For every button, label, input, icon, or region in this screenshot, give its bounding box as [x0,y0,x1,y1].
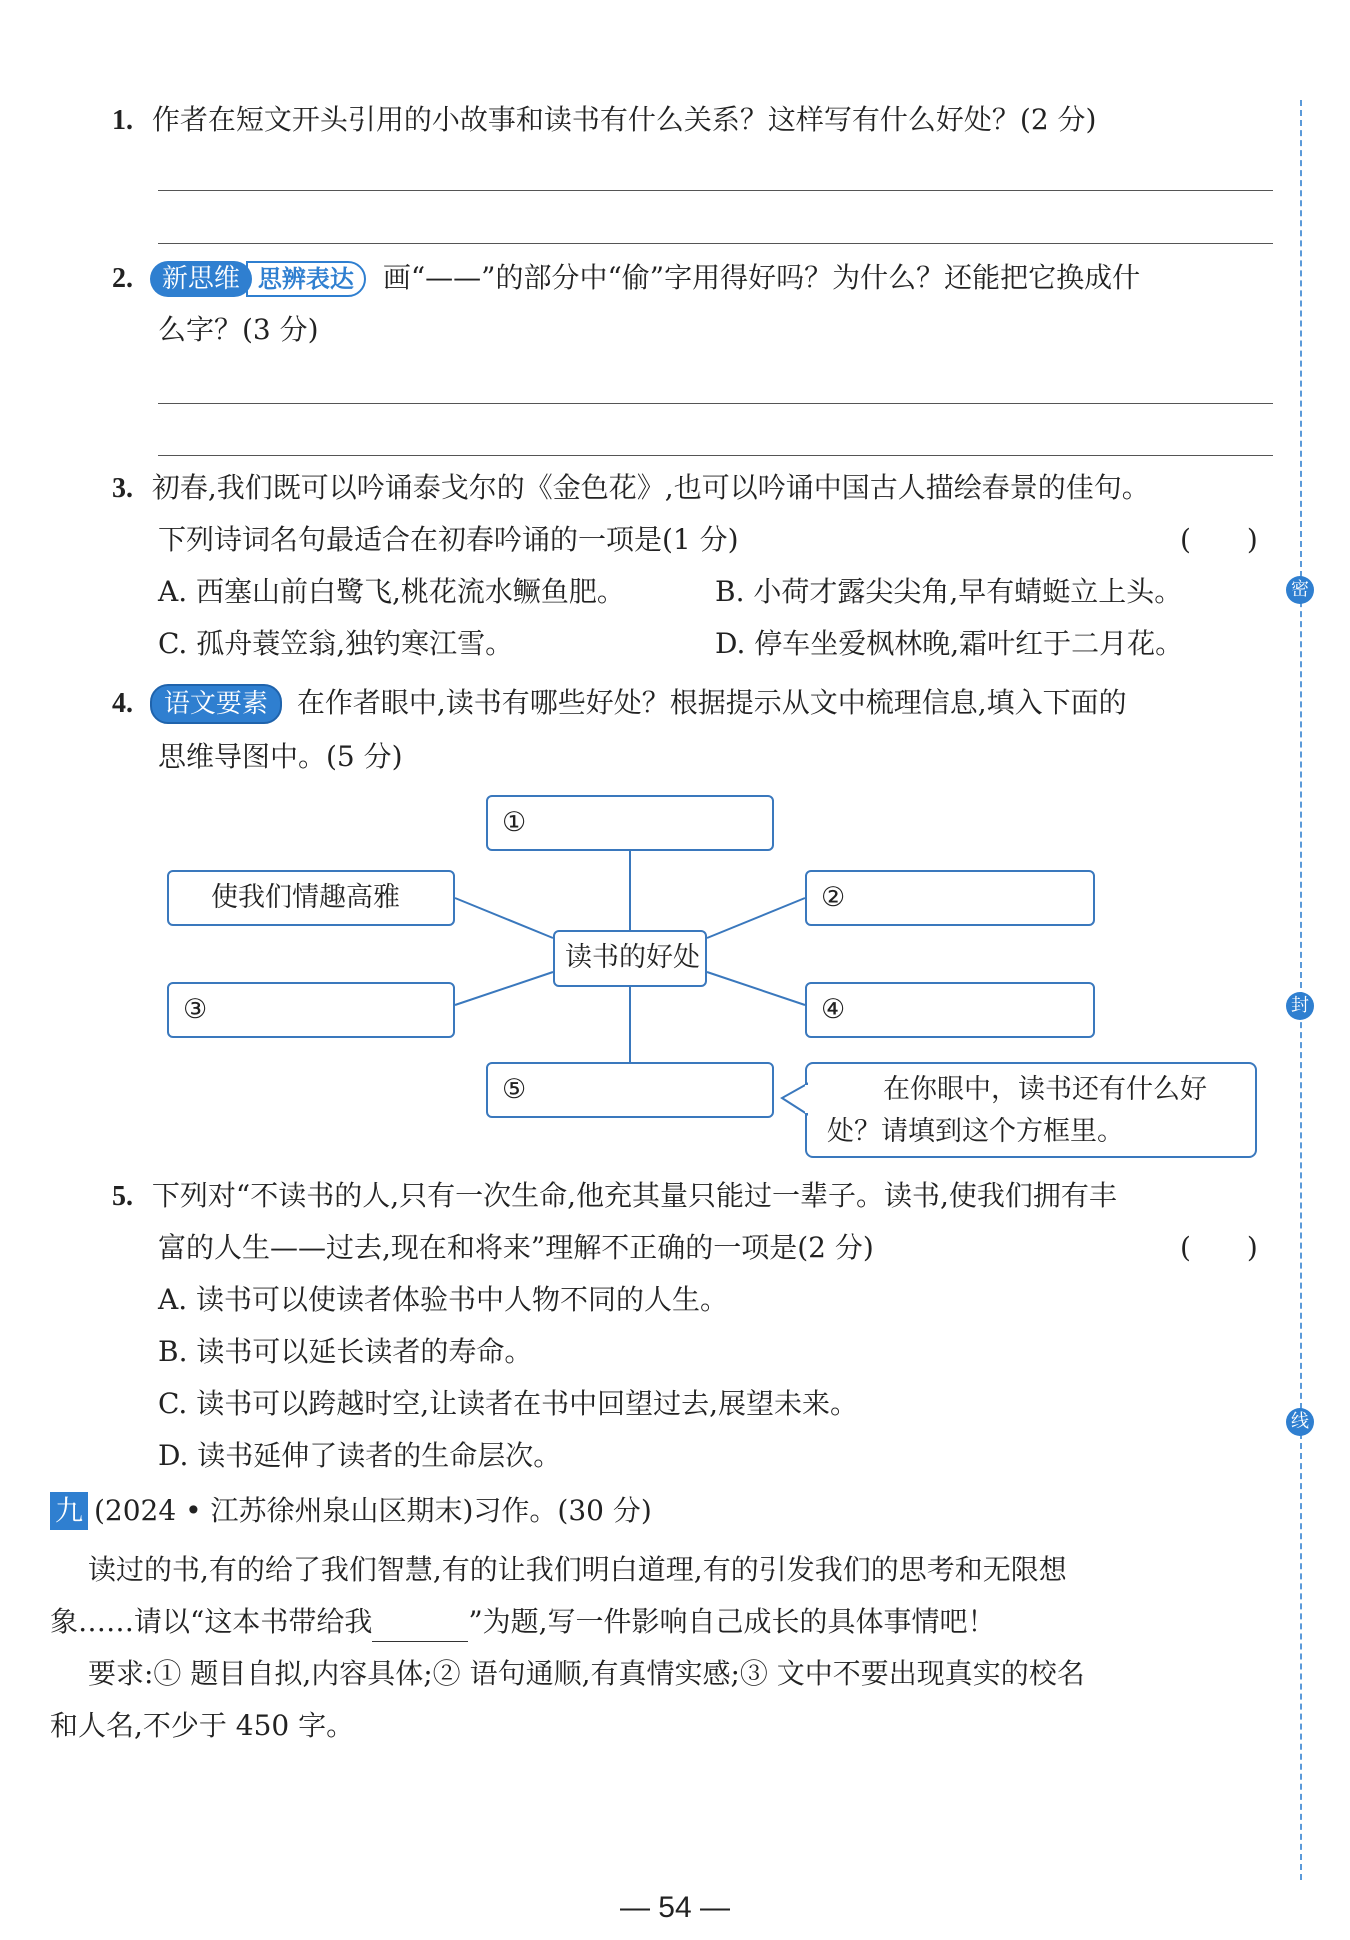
question-number: 3. [112,473,133,504]
mind-map-center: 读书的好处 [553,930,707,987]
title-blank[interactable] [372,1611,468,1642]
side-mark-feng: 封 [1286,992,1314,1020]
essay-requirements-line-1: 要求:① 题目自拟,内容具体;② 语句通顺,有真情实感;③ 文中不要出现真实的校名 [88,1657,1085,1690]
question-text: 作者在短文开头引用的小故事和读书有什么关系？这样写有什么好处？(2 分) [151,103,1097,136]
option-a: A. 读书可以使读者体验书中人物不同的人生。 [158,1283,729,1316]
question-text: 画“——”的部分中“偷”字用得好吗？为什么？还能把它换成什 [382,261,1141,294]
hint-bubble-line-2: 处？请填到这个方框里。 [827,1116,1124,1147]
mind-map-box-left-top: 使我们情趣高雅 [167,870,455,926]
question-text-continued: 思维导图中。(5 分) [158,740,403,773]
essay-prompt-line-1: 读过的书,有的给了我们智慧,有的让我们明白道理,有的引发我们的思考和无限想 [88,1553,1067,1586]
question-number: 1. [112,105,133,136]
question-number: 4. [112,688,133,719]
mind-map-box-1[interactable]: ① [486,795,774,851]
side-mark-mi: 密 [1286,576,1314,604]
question-text-continued: 么字？(3 分) [158,313,319,346]
option-b: B. 读书可以延长读者的寿命。 [158,1335,533,1368]
question-text: 下列对“不读书的人,只有一次生命,他充其量只能过一辈子。读书,使我们拥有丰 [151,1179,1117,1212]
badge-new-thinking: 新思维 [150,261,252,297]
option-c: C. 读书可以跨越时空,让读者在书中回望过去,展望未来。 [158,1387,859,1420]
question-text: 初春,我们既可以吟诵泰戈尔的《金色花》,也可以吟诵中国古人描绘春景的佳句。 [151,471,1150,504]
essay-requirements-line-2: 和人名,不少于 450 字。 [50,1709,355,1742]
mind-map-box-4[interactable]: ④ [805,982,1095,1038]
essay-prompt-text: 象……请以“这本书带给我 [50,1605,373,1638]
section-heading-text: (2024 • 江苏徐州泉山区期末)习作。(30 分) [94,1494,652,1527]
hint-bubble[interactable] [805,1062,1257,1158]
mind-map-box-3[interactable]: ③ [167,982,455,1038]
answer-paren[interactable]: ( ) [1180,1231,1258,1264]
hint-bubble-line-1: 在你眼中，读书还有什么好 [883,1074,1207,1105]
badge-critical-expression: 思辨表达 [246,261,366,297]
page-number: — 54 — [619,1891,731,1924]
option-d: D. 读书延伸了读者的生命层次。 [158,1439,562,1472]
section-number-badge: 九 [50,1492,88,1530]
essay-prompt-text: ”为题,写一件影响自己成长的具体事情吧！ [468,1605,996,1638]
question-number: 2. [112,263,133,294]
badge-chinese-elements: 语文要素 [150,684,282,724]
bubble-tail [780,1080,810,1120]
question-5 [112,1176,1117,1217]
section-9-heading [50,1491,652,1531]
question-text-continued: 富的人生——过去,现在和将来”理解不正确的一项是(2 分) [158,1231,874,1264]
mind-map-box-2[interactable]: ② [805,870,1095,926]
option-a: A. 西塞山前白鹭飞,桃花流水鳜鱼肥。 [158,575,625,608]
question-text-continued: 下列诗词名句最适合在初春吟诵的一项是(1 分) [158,523,739,556]
option-c: C. 孤舟蓑笠翁,独钓寒江雪。 [158,627,514,660]
option-d: D. 停车坐爱枫林晚,霜叶红于二月花。 [715,627,1184,660]
answer-paren[interactable]: ( ) [1180,523,1258,556]
question-text: 在作者眼中,读书有哪些好处？根据提示从文中梳理信息,填入下面的 [296,686,1127,719]
question-number: 5. [112,1181,133,1212]
essay-prompt-line-2 [50,1602,996,1642]
option-b: B. 小荷才露尖尖角,早有蜻蜓立上头。 [715,575,1183,608]
mind-map-box-5[interactable]: ⑤ [486,1062,774,1118]
side-mark-xian: 线 [1286,1408,1314,1436]
